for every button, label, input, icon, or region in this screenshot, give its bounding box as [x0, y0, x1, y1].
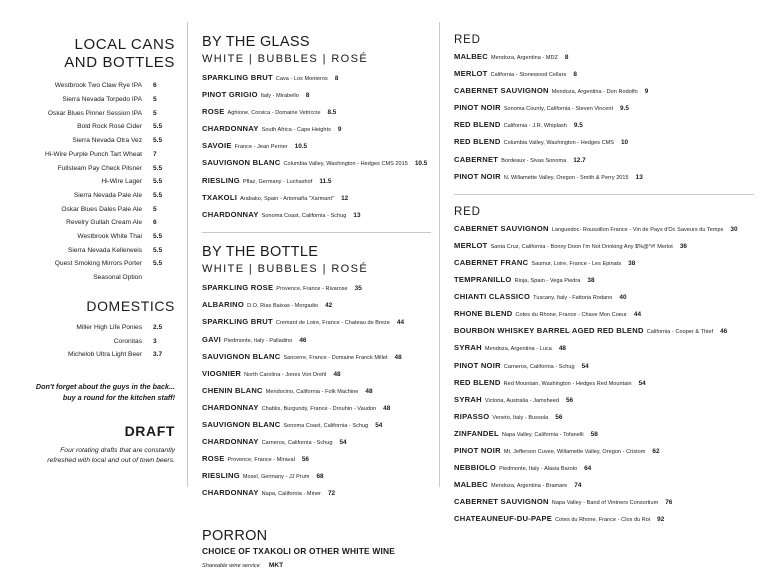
- wine-varietal: ROSE: [202, 454, 225, 464]
- beer-name: Hi-Wire Lager: [101, 178, 142, 186]
- wine-item: [454, 464, 754, 473]
- beer-item: [16, 207, 175, 214]
- beer-name: Bold Rock Rosé Cider: [77, 123, 142, 131]
- section-divider: [202, 232, 431, 233]
- draft-note: [16, 446, 175, 466]
- wine-price: 48: [365, 387, 373, 395]
- wine-item: [454, 173, 754, 182]
- porron-note-text: Shareable wine service: [202, 563, 260, 569]
- beer-name: Quest Smoking Mirrors Porter: [54, 260, 142, 268]
- wine-item: [454, 70, 754, 79]
- wine-price: 36: [679, 243, 687, 251]
- beer-price: 3: [153, 337, 157, 345]
- wine-price: 9.5: [620, 105, 629, 113]
- beer-name: Miller High Life Ponies: [76, 324, 142, 332]
- wine-description: Carneros, California - Schug: [261, 440, 333, 447]
- bottle-red-list: [454, 225, 754, 523]
- wine-description: Mendocino, California - Folk Machine: [265, 388, 359, 395]
- beer-price: 6: [153, 82, 157, 90]
- wine-price: 54: [581, 362, 589, 370]
- wine-varietal: SAVOIE: [202, 141, 232, 151]
- wine-varietal: SPARKLING BRUT: [202, 73, 273, 82]
- wine-description: N. Willamette Valley, Oregon - Smith & Perry 2015: [503, 174, 629, 181]
- by-the-bottle-white-subtitle: WHITE | BUBBLES | ROSÉ: [202, 263, 369, 276]
- wine-item: [202, 438, 431, 447]
- wine-item: [454, 515, 754, 524]
- beer-price: 5.5: [153, 123, 163, 131]
- beer-name: Hi-Wire Purple Punch Tart Wheat: [45, 150, 142, 158]
- beer-item: [16, 261, 175, 268]
- wine-description: Cotes du Rhone, France - Clos du Roi: [555, 516, 651, 523]
- wine-varietal: CHARDONNAY: [202, 209, 259, 219]
- wine-varietal: CHARDONNAY: [202, 437, 259, 447]
- wine-varietal: CABERNET SAUVIGNON: [454, 224, 549, 234]
- wine-description: Mendoza, Argentina - MDZ: [490, 55, 558, 61]
- wine-varietal: RED BLEND: [454, 137, 501, 147]
- wine-item: [454, 259, 754, 268]
- section-divider: [454, 194, 754, 195]
- beer-name: Westbrook Two Claw Rye IPA: [54, 82, 142, 90]
- glass-red-list: [454, 53, 754, 181]
- kitchen-staff-note-line1: Don't forget about the guys in the back...: [35, 382, 175, 392]
- porron-price: MKT: [268, 562, 284, 569]
- wine-price: 10.5: [414, 160, 428, 168]
- wine-description: North Carolina - Jones Von Drehl: [244, 371, 327, 378]
- wine-price: 56: [555, 413, 563, 421]
- wine-item: [454, 87, 754, 96]
- wine-item: [202, 194, 431, 203]
- beer-item: [16, 83, 175, 90]
- wine-item: [202, 301, 431, 310]
- wine-price: 56: [566, 396, 574, 404]
- by-the-glass-white-subtitle: WHITE | BUBBLES | ROSÉ: [202, 53, 369, 65]
- wine-price: 35: [354, 285, 362, 293]
- beer-name: Seasonal Option: [93, 274, 142, 281]
- wine-price: 72: [327, 490, 336, 498]
- beer-item: [16, 220, 175, 227]
- wine-price: 8: [573, 71, 577, 79]
- wine-item: [454, 310, 754, 319]
- wine-price: 8.5: [327, 109, 337, 117]
- draft-note-line1: Four rotating drafts that are constantly: [60, 447, 175, 455]
- wine-description: Napa, California - Miner: [261, 491, 321, 498]
- glass-white-list: [202, 74, 431, 219]
- wine-item: [454, 53, 754, 62]
- wine-varietal: RHONE BLEND: [454, 309, 513, 319]
- wine-item: [202, 404, 431, 413]
- wine-description: Sonoma County, California - Steven Vincent: [503, 106, 614, 113]
- wine-description: Mosel, Germany - JJ Prum: [242, 474, 310, 481]
- wine-varietal: CABERNET SAUVIGNON: [454, 86, 549, 96]
- wine-description: Tuscany, Italy - Fattoria Rodano: [533, 295, 613, 302]
- local-cans-list: [16, 83, 175, 281]
- wine-price: 54: [375, 422, 383, 429]
- beer-item: [16, 193, 175, 200]
- wine-varietal: TEMPRANILLO: [454, 275, 512, 285]
- kitchen-staff-note: [16, 381, 175, 403]
- wine-varietal: MERLOT: [454, 241, 488, 251]
- local-cans-title: [16, 36, 175, 71]
- wine-description: Bordeaux - Sivas Sonoma: [501, 157, 567, 164]
- wine-varietal: SYRAH: [454, 343, 482, 353]
- wine-varietal: VIOGNIER: [202, 368, 242, 378]
- beer-name: Sierra Nevada Pale Ale: [73, 191, 142, 199]
- wine-varietal: RIESLING: [202, 471, 240, 481]
- wine-price: 58: [590, 430, 598, 438]
- beer-item: [16, 352, 175, 359]
- wine-item: [454, 362, 754, 371]
- beer-name: Fullsteam Pay Check Pilsner: [57, 164, 142, 172]
- wine-price: 92: [657, 515, 665, 523]
- wine-item: [202, 177, 431, 186]
- beer-item: [16, 179, 175, 186]
- wine-varietal: RED BLEND: [454, 377, 501, 387]
- wine-description: Veneto, Italy - Bussola: [492, 414, 549, 421]
- wine-varietal: PINOT NOIR: [454, 103, 501, 113]
- wine-varietal: MALBEC: [454, 52, 488, 61]
- beer-price: 5.5: [153, 260, 163, 268]
- wine-description: Carneros, California - Schug: [503, 363, 575, 370]
- wine-description: Mendoza, Argentina - Bramare: [490, 482, 568, 489]
- kitchen-staff-note-line2: buy a round for the kitchen staff!: [62, 393, 175, 403]
- beer-price: 6: [153, 219, 157, 227]
- beer-item: [16, 138, 175, 145]
- wine-price: 38: [587, 277, 595, 285]
- wine-description: California - Stonewood Cellars: [490, 72, 567, 79]
- wine-price: 9: [337, 126, 342, 134]
- wine-varietal: PINOT NOIR: [454, 360, 501, 370]
- wine-varietal: MERLOT: [454, 69, 488, 79]
- beer-item: [16, 339, 175, 346]
- beer-item: [16, 234, 175, 241]
- beer-item: [16, 111, 175, 118]
- by-the-glass-title: BY THE GLASS: [202, 34, 310, 50]
- wine-varietal: SPARKLING BRUT: [202, 317, 273, 327]
- wine-item: [454, 379, 754, 388]
- beer-item: [16, 275, 175, 282]
- wine-description: Aghione, Corsica - Domaine Vetriccie: [227, 110, 321, 117]
- wine-description: Mendoza, Argentina - Luca: [484, 346, 552, 353]
- wine-item: [202, 211, 431, 220]
- wine-price: 8: [564, 54, 569, 61]
- beer-name: Oskar Blues Dales Pale Ale: [61, 205, 142, 213]
- beer-name: Sierra Nevada Kellerweis: [67, 246, 142, 254]
- wine-item: [202, 125, 431, 134]
- beer-price: 5: [153, 96, 157, 104]
- beer-price: 5.5: [153, 191, 163, 199]
- wine-price: 62: [652, 447, 660, 455]
- local-cans-title-line1: LOCAL CANS: [74, 36, 175, 53]
- wine-description: Cava - Los Monteros: [275, 76, 328, 82]
- wine-item: [202, 159, 431, 168]
- porron-subtitle: CHOICE OF TXAKOLI OR OTHER WHITE WINE: [202, 546, 396, 557]
- porron-spacer: [202, 506, 431, 528]
- wine-price: 48: [383, 404, 391, 412]
- wine-varietal: CABERNET: [454, 154, 499, 164]
- wine-varietal: SAUVIGNON BLANC: [202, 351, 281, 361]
- wine-price: 42: [325, 302, 333, 310]
- wine-varietal: SYRAH: [454, 394, 482, 404]
- wine-item: [454, 430, 754, 439]
- wine-description: Cremant de Loire, France - Chateau de Breze: [275, 320, 390, 327]
- wine-varietal: PINOT GRIGIO: [202, 90, 258, 100]
- wine-price: 9: [644, 88, 649, 96]
- wine-price: 46: [299, 336, 307, 344]
- wine-description: Victoria, Australia - Jamsheed: [484, 397, 559, 404]
- wine-item: [454, 396, 754, 405]
- wine-description: Languedoc- Roussillon France - Vin de Pays d'Oc Saveurs du Temps: [551, 227, 724, 234]
- wine-description: Provence, France - Rivarose: [276, 286, 348, 293]
- beer-item: [16, 97, 175, 104]
- wine-varietal: RIPASSO: [454, 411, 490, 421]
- wine-description: France - Jean Perrier: [234, 144, 288, 151]
- wine-varietal: GAVI: [202, 334, 222, 344]
- wine-price: 10: [620, 139, 629, 147]
- wine-varietal: RED BLEND: [454, 120, 501, 130]
- wine-price: 48: [333, 370, 341, 378]
- wine-item: [454, 447, 754, 456]
- wine-price: 74: [574, 481, 582, 489]
- wine-varietal: CHARDONNAY: [202, 488, 259, 498]
- wine-price: 38: [628, 260, 636, 268]
- wine-varietal: CHIANTI CLASSICO: [454, 292, 531, 302]
- wine-description: Mt. Jefferson Cuvee, Willamette Valley, Oregon - Cristom: [503, 448, 646, 455]
- wine-price: 44: [633, 311, 642, 319]
- wine-item: [454, 481, 754, 490]
- beer-price: 2.5: [153, 324, 163, 332]
- draft-note-line2: refreshed with local and out of town beers.: [47, 457, 175, 465]
- wine-price: 40: [619, 294, 627, 302]
- wine-item: [454, 293, 754, 302]
- wine-price: 30: [730, 226, 738, 234]
- wine-varietal: SPARKLING ROSE: [202, 283, 274, 293]
- beer-item: [16, 124, 175, 131]
- wine-description: Columbia Valley, Washington - Hedges CMS 2015: [283, 161, 408, 168]
- wine-item: [202, 74, 431, 83]
- wine-varietal: PINOT NOIR: [454, 171, 501, 181]
- wine-price: 68: [316, 473, 324, 481]
- wine-description: Sonoma Coast, California - Schug: [283, 423, 369, 429]
- wine-item: [202, 336, 431, 345]
- wine-price: 12.7: [573, 156, 586, 164]
- wine-price: 48: [558, 345, 566, 353]
- beer-price: 5.5: [153, 178, 163, 186]
- wine-item: [454, 498, 754, 507]
- wine-varietal: ZINFANDEL: [454, 428, 499, 438]
- wine-item: [454, 156, 754, 165]
- beer-name: Michelob Ultra Light Beer: [67, 351, 142, 359]
- beer-column: [10, 22, 188, 487]
- wine-description: Sancerre, France - Domaine Franck Millet: [283, 354, 388, 361]
- wine-varietal: PINOT NOIR: [454, 445, 501, 455]
- beer-name: Revelry Gullah Cream Ale: [66, 219, 142, 227]
- beer-price: 5.5: [153, 137, 163, 145]
- wine-varietal: CHATEAUNEUF-DU-PAPE: [454, 513, 553, 523]
- wine-description: D.O. Rias Baixas - Morgadio: [247, 303, 319, 310]
- wine-item: [454, 276, 754, 285]
- beer-price: 5.5: [153, 246, 163, 254]
- beer-price: 3.7: [153, 351, 163, 359]
- wine-description: Santa Cruz, California - Bonny Doon I'm Not Drinking Any $%@*#! Merlot: [490, 244, 673, 251]
- wine-description: Italy - Mirabello: [260, 93, 299, 100]
- beer-name: Westbrook White Thai: [77, 232, 142, 240]
- wine-description: Piedmonte, Italy - Palladino: [224, 337, 293, 344]
- wine-price: 48: [394, 353, 402, 361]
- wine-description: Saumur, Loire, France - Les Epinats: [531, 261, 622, 268]
- white-wine-column: [188, 22, 440, 569]
- wine-item: [202, 387, 431, 396]
- wine-item: [202, 318, 431, 327]
- domestics-list: [16, 325, 175, 359]
- beer-name: Coronitas: [113, 337, 142, 345]
- wine-varietal: CHARDONNAY: [202, 124, 259, 134]
- wine-price: 46: [720, 328, 728, 336]
- beer-name: Sierra Nevada Otra Vez: [72, 137, 142, 145]
- wine-varietal: ALBARINO: [202, 300, 245, 310]
- beer-item: [16, 166, 175, 173]
- wine-price: 54: [339, 439, 347, 447]
- bottle-white-list: [202, 284, 431, 498]
- wine-item: [202, 472, 431, 481]
- wine-price: 13: [635, 173, 643, 181]
- wine-item: [202, 91, 431, 100]
- beer-item: [16, 325, 175, 332]
- wine-price: 76: [665, 498, 673, 506]
- wine-description: Arabako, Spain - Artomaña "Xarmant": [240, 195, 335, 202]
- bottle-red-subtitle: RED: [454, 206, 481, 219]
- wine-description: Piedmonte, Italy - Alasia Barolo: [499, 465, 578, 472]
- wine-description: Napa Valley - Band of Vintners Consortium: [551, 499, 659, 506]
- wine-item: [202, 455, 431, 464]
- wine-varietal: SAUVIGNON BLANC: [202, 158, 281, 168]
- wine-price: 8: [334, 75, 339, 82]
- wine-item: [454, 104, 754, 113]
- wine-description: Chablis, Burgundy, France - Drouhin - Vaudon: [261, 405, 377, 412]
- wine-description: Pflaz, Germany - Luchashof: [242, 178, 313, 185]
- by-the-bottle-title: BY THE BOTTLE: [202, 244, 319, 261]
- wine-item: [202, 284, 431, 293]
- wine-varietal: BOURBON WHISKEY BARREL AGED RED BLEND: [454, 326, 644, 336]
- wine-price: 44: [396, 319, 405, 327]
- wine-description: Cotes du Rhone, France - Chave Mon Coeur: [515, 312, 627, 319]
- wine-item: [454, 225, 754, 234]
- wine-description: California - J.R. Whiplash: [503, 123, 567, 130]
- wine-description: South Africa - Cape Heights: [261, 127, 331, 134]
- local-cans-title-line2: AND BOTTLES: [64, 53, 175, 71]
- wine-item: [202, 142, 431, 151]
- wine-description: Provence, France - Miraval: [227, 457, 295, 464]
- wine-varietal: NEBBIOLO: [454, 462, 497, 472]
- beer-item: [16, 248, 175, 255]
- wine-description: Red Mountain, Washington - Hedges Red Mountain: [503, 380, 632, 387]
- wine-description: Columbia Valley, Washington - Hedges CMS: [503, 140, 614, 147]
- wine-price: 12: [341, 194, 349, 202]
- beer-item: [16, 152, 175, 159]
- domestics-title: DOMESTICS: [86, 297, 175, 314]
- wine-price: 56: [301, 456, 309, 464]
- wine-item: [202, 370, 431, 379]
- wine-varietal: CABERNET FRANC: [454, 258, 529, 268]
- porron-note: [202, 562, 431, 569]
- wine-item: [454, 327, 754, 336]
- glass-red-subtitle: RED: [454, 34, 481, 46]
- beer-name: Oskar Blues Pinner Session IPA: [47, 109, 142, 117]
- wine-varietal: SAUVIGNON BLANC: [202, 420, 281, 429]
- wine-item: [454, 121, 754, 130]
- wine-price: 11.5: [319, 177, 332, 185]
- wine-varietal: CHENIN BLANC: [202, 385, 263, 395]
- wine-item: [454, 138, 754, 147]
- wine-description: California - Cooper & Thief: [646, 329, 714, 336]
- wine-varietal: RIESLING: [202, 175, 240, 185]
- beer-price: 5: [153, 109, 157, 117]
- draft-title: DRAFT: [124, 423, 175, 440]
- wine-item: [454, 242, 754, 251]
- beer-price: 7: [153, 150, 157, 158]
- beer-price: 5.5: [153, 232, 163, 240]
- wine-price: 54: [638, 379, 646, 387]
- wine-varietal: MALBEC: [454, 479, 488, 489]
- wine-description: Mendoza, Argentina - Don Rodolfo: [551, 89, 638, 96]
- wine-varietal: TXAKOLI: [202, 192, 238, 202]
- wine-item: [454, 344, 754, 353]
- wine-price: 8: [305, 92, 310, 100]
- wine-item: [202, 421, 431, 430]
- wine-item: [454, 413, 754, 422]
- porron-title: PORRON: [202, 528, 268, 545]
- wine-varietal: CHARDONNAY: [202, 402, 259, 412]
- wine-item: [202, 108, 431, 117]
- wine-description: Sonoma Coast, California - Schug: [261, 212, 347, 219]
- wine-price: 10.5: [294, 143, 308, 151]
- wine-price: 13: [353, 211, 361, 219]
- wine-description: Rioja, Spain - Vega Piedra: [514, 278, 581, 285]
- wine-varietal: CABERNET SAUVIGNON: [454, 496, 549, 506]
- wine-price: 64: [584, 464, 592, 472]
- beer-price: 5: [153, 205, 157, 213]
- wine-item: [202, 353, 431, 362]
- wine-varietal: ROSE: [202, 107, 225, 117]
- beer-price: 5.5: [153, 164, 163, 172]
- wine-description: Napa Valley, California - Tofanelli: [501, 431, 584, 438]
- red-wine-column: [440, 22, 758, 523]
- wine-price: 9.5: [573, 122, 583, 130]
- beer-name: Sierra Nevada Torpedo IPA: [62, 96, 142, 104]
